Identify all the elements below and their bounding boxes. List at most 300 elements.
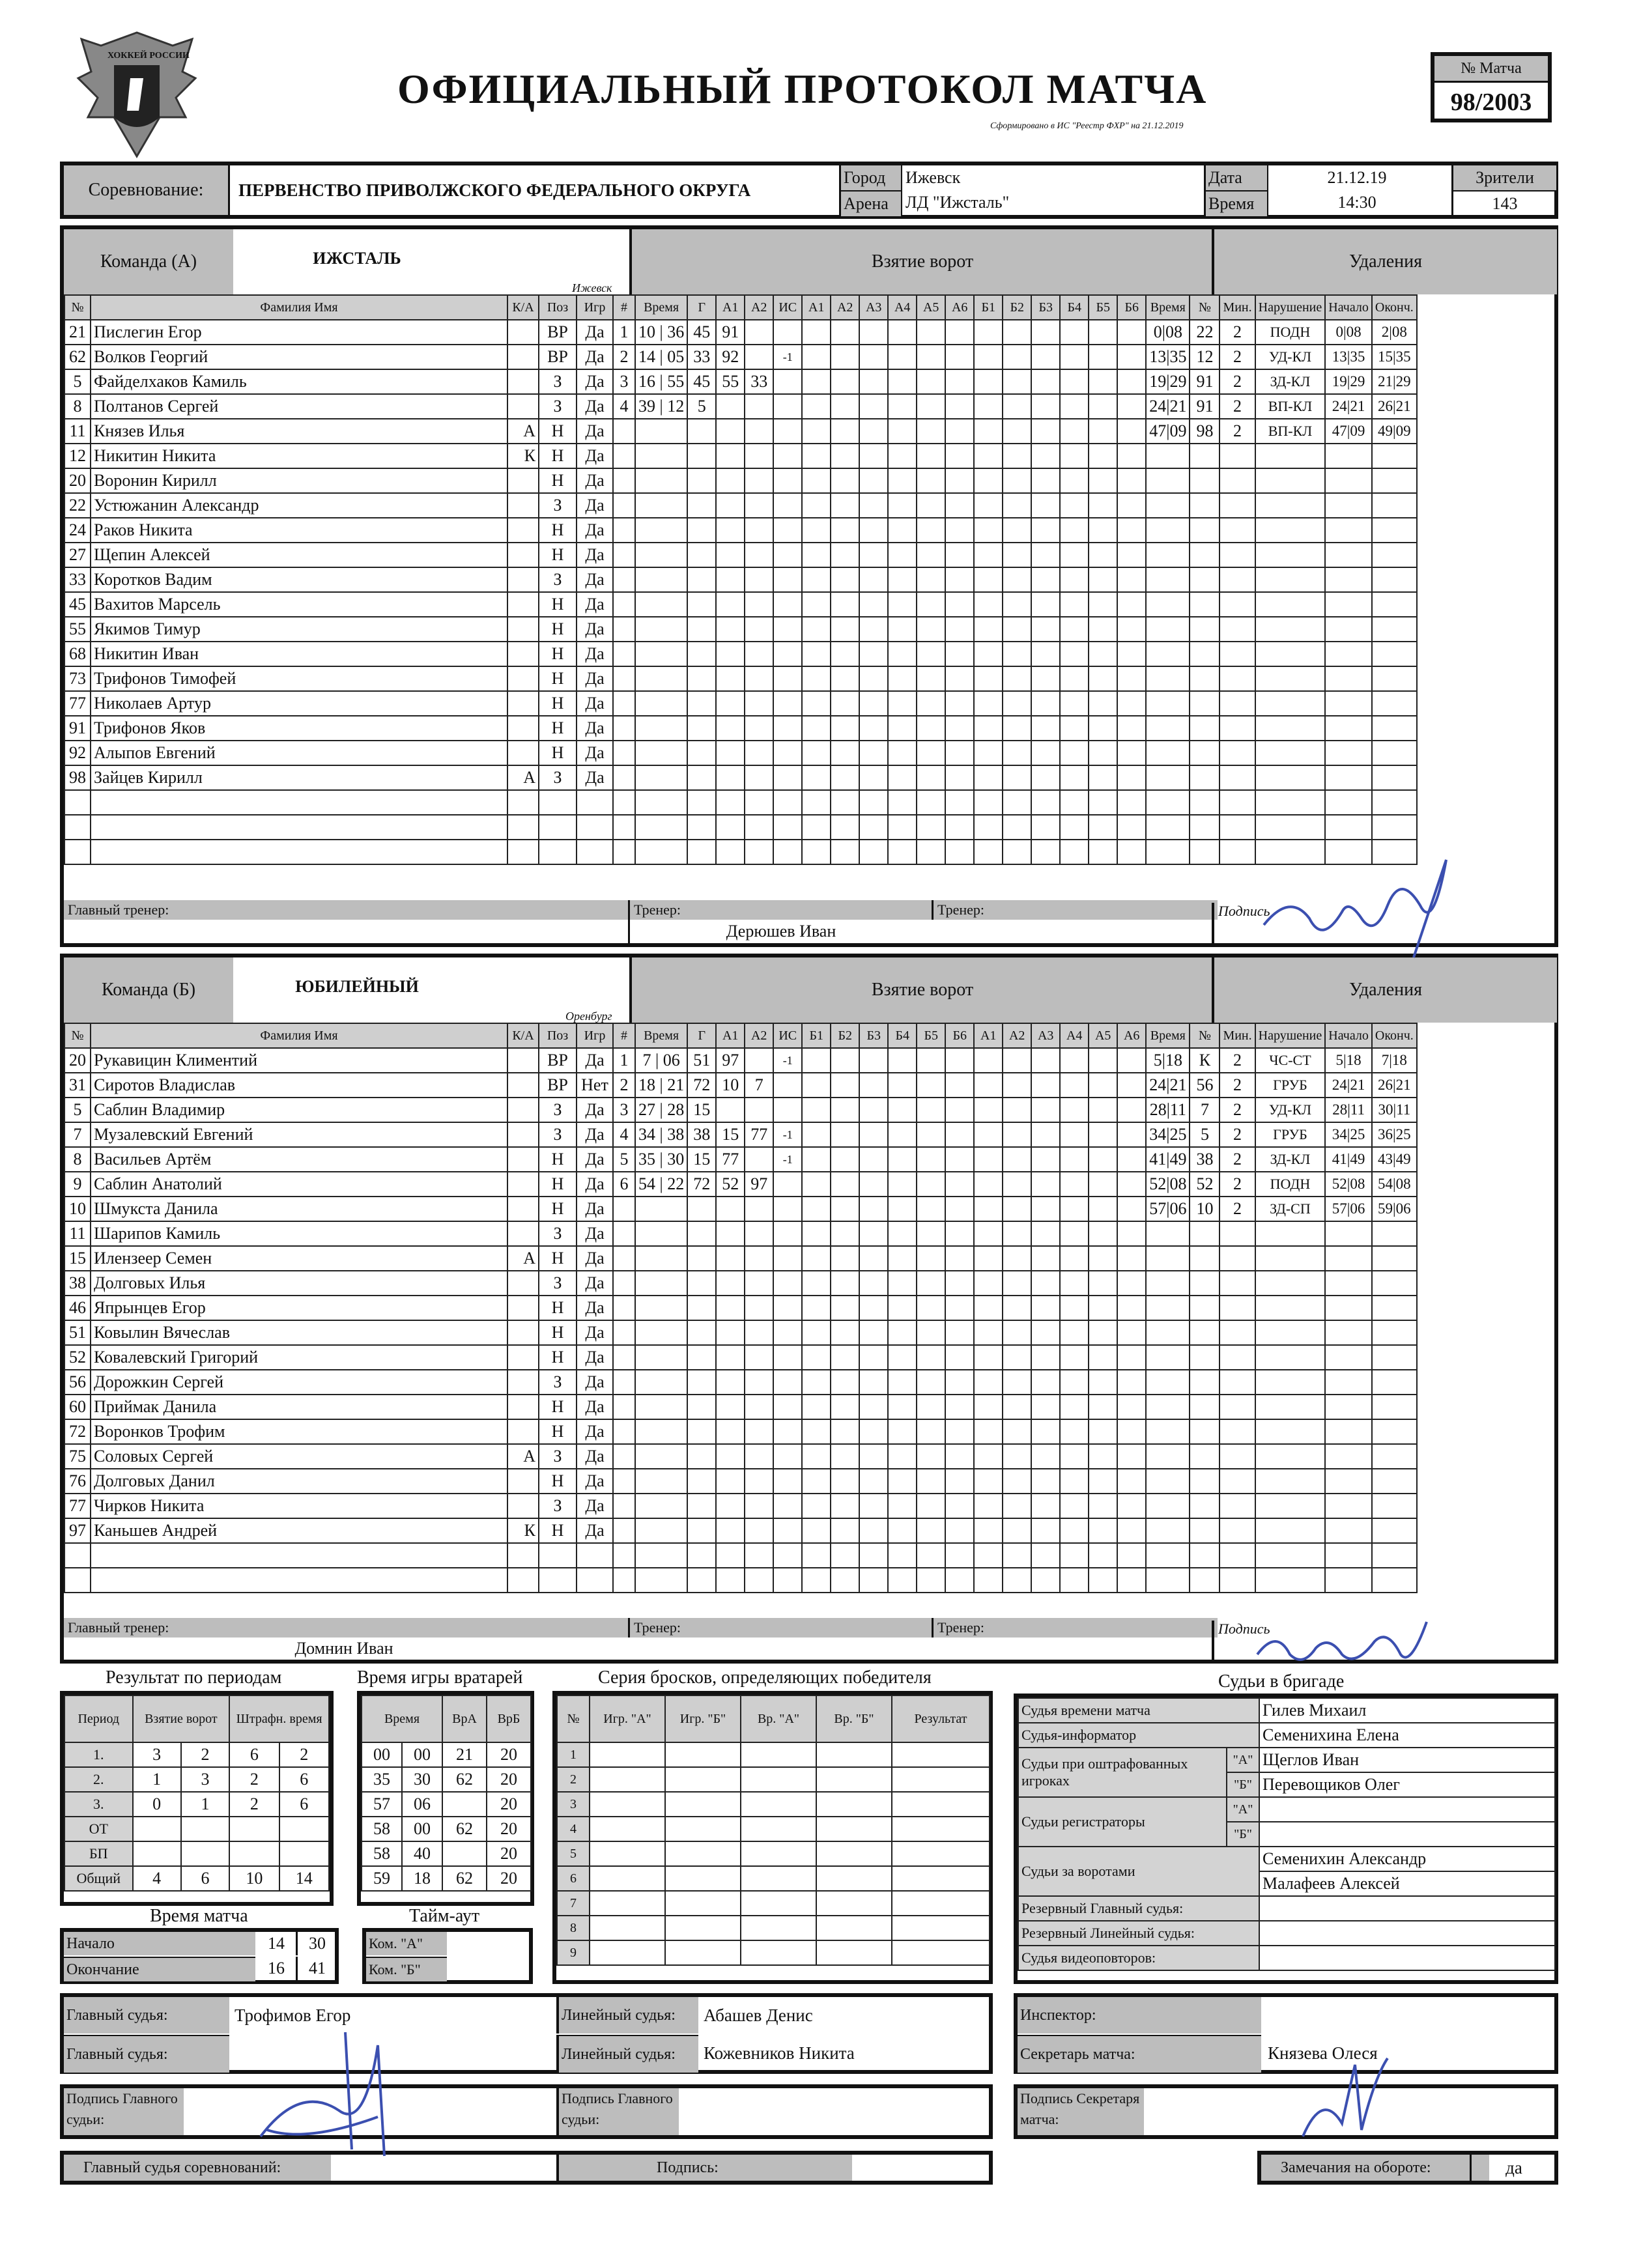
goal-time: 7 | 06	[635, 1048, 687, 1073]
on-ice-cell	[802, 741, 831, 765]
on-ice-cell	[974, 1271, 1003, 1296]
goal-scorer: 15	[687, 1147, 716, 1172]
on-ice-cell	[945, 320, 974, 345]
on-ice-cell	[1117, 1320, 1146, 1345]
player-position: З	[539, 1370, 577, 1395]
on-ice-cell	[974, 369, 1003, 394]
table-row	[64, 493, 1417, 518]
on-ice-cell	[1089, 419, 1117, 444]
penalty-player	[1190, 1221, 1220, 1246]
line-referee-1: Абашев Денис	[704, 2006, 813, 2025]
table-row	[64, 1246, 1417, 1271]
table-row	[64, 1147, 1417, 1172]
on-ice-cell	[1031, 1221, 1060, 1246]
penalty-minutes	[1220, 1543, 1255, 1568]
player-number	[64, 1568, 91, 1593]
table-row	[64, 1320, 1417, 1345]
on-ice-cell	[1060, 369, 1089, 394]
penalty-start	[1325, 1320, 1372, 1345]
on-ice-cell	[1089, 666, 1117, 691]
goal-assist-2	[745, 345, 773, 369]
goal-assist-2	[745, 716, 773, 741]
goal-number: 6	[613, 1172, 635, 1197]
penalty-player	[1190, 1246, 1220, 1271]
goal-assist-1	[716, 567, 745, 592]
goal-time	[635, 468, 687, 493]
on-ice-cell	[888, 1494, 917, 1518]
goal-situation	[773, 666, 802, 691]
player-position: Н	[539, 543, 577, 567]
on-ice-cell	[917, 1098, 945, 1122]
player-number: 8	[64, 1147, 91, 1172]
column-header: А1	[802, 295, 831, 320]
goal-assist-1	[716, 1271, 745, 1296]
goal-time	[635, 419, 687, 444]
on-ice-cell	[945, 1518, 974, 1543]
penalty-start-second: 35	[1350, 348, 1365, 365]
penalty-start	[1325, 815, 1372, 840]
penalty-end-second: 35	[1395, 348, 1411, 365]
penalty-minutes	[1220, 666, 1255, 691]
player-played	[577, 840, 613, 864]
goal-number	[613, 1271, 635, 1296]
penalty-minutes	[1220, 468, 1255, 493]
penalty-end: 15|35	[1372, 345, 1417, 369]
shootout-cell	[741, 1841, 816, 1866]
table-row	[64, 518, 1417, 543]
goal-situation	[773, 1345, 802, 1370]
player-role	[507, 1345, 539, 1370]
on-ice-cell	[888, 1370, 917, 1395]
match-number-label: № Матча	[1434, 56, 1548, 81]
penalty-start	[1325, 1271, 1372, 1296]
on-ice-cell	[1060, 394, 1089, 419]
on-ice-cell	[831, 790, 859, 815]
on-ice-cell	[1003, 1098, 1031, 1122]
goalie-second: 00	[402, 1817, 442, 1841]
on-ice-cell	[1031, 1320, 1060, 1345]
player-name: Файделхаков Камиль	[91, 369, 507, 394]
player-role	[507, 592, 539, 617]
goal-second: 30	[667, 1150, 685, 1169]
goal-situation: -1	[773, 1122, 802, 1147]
table-row	[1018, 1847, 1555, 1871]
goal-number	[613, 1518, 635, 1543]
on-ice-cell	[859, 741, 888, 765]
on-ice-cell	[1117, 369, 1146, 394]
player-role	[507, 1172, 539, 1197]
on-ice-cell	[859, 345, 888, 369]
on-ice-cell	[802, 518, 831, 543]
column-header: А4	[888, 295, 917, 320]
spectators-value: 143	[1451, 190, 1556, 216]
goal-assist-1	[716, 642, 745, 666]
player-number	[64, 790, 91, 815]
goal-judges-label: Судьи за воротами	[1018, 1847, 1259, 1896]
on-ice-cell	[831, 1444, 859, 1469]
player-played: Да	[577, 666, 613, 691]
on-ice-cell	[1117, 1122, 1146, 1147]
column-header: А5	[917, 295, 945, 320]
table-row	[1018, 1748, 1555, 1772]
player-name: Трифонов Яков	[91, 716, 507, 741]
on-ice-cell	[831, 716, 859, 741]
goalie-a: 21	[442, 1742, 487, 1767]
penalty-player	[1190, 1518, 1220, 1543]
on-ice-cell	[1089, 444, 1117, 468]
penalty-start-second: 18	[1346, 1052, 1362, 1068]
reserve-main-label: Резервный Главный судья:	[1018, 1896, 1259, 1921]
penalty-player	[1190, 1494, 1220, 1518]
on-ice-cell	[974, 1568, 1003, 1593]
penalty-time	[1146, 642, 1190, 666]
on-ice-cell	[1060, 790, 1089, 815]
on-ice-cell	[1031, 1419, 1060, 1444]
on-ice-cell	[802, 543, 831, 567]
goal-assist-1	[716, 394, 745, 419]
on-ice-cell	[1117, 1494, 1146, 1518]
periods-box	[60, 1691, 334, 1906]
on-ice-cell	[859, 320, 888, 345]
player-name	[91, 1568, 507, 1593]
player-name	[91, 1543, 507, 1568]
player-name: Сиротов Владислав	[91, 1073, 507, 1098]
signature-main-referee-icon	[248, 2006, 417, 2162]
penalty-end	[1372, 741, 1417, 765]
penalty-end: 36|25	[1372, 1122, 1417, 1147]
column-header: №	[64, 295, 91, 320]
penalty-start	[1325, 1296, 1372, 1320]
on-ice-cell	[917, 1345, 945, 1370]
on-ice-cell	[802, 1147, 831, 1172]
penalty-foul: ГРУБ	[1255, 1073, 1326, 1098]
goal-scorer	[687, 815, 716, 840]
goal-assist-1: 15	[716, 1122, 745, 1147]
player-position: Н	[539, 419, 577, 444]
player-played: Да	[577, 369, 613, 394]
goal-assist-1: 52	[716, 1172, 745, 1197]
player-role	[507, 1147, 539, 1172]
shootout-cell	[741, 1767, 816, 1792]
on-ice-cell	[917, 617, 945, 642]
on-ice-cell	[945, 1395, 974, 1419]
penalty-second: 09	[1169, 421, 1187, 440]
on-ice-cell	[945, 1469, 974, 1494]
period-label: 3.	[64, 1792, 133, 1817]
goal-number	[613, 642, 635, 666]
goalies-title: Время игры вратарей	[357, 1667, 523, 1688]
penalty-minutes	[1220, 1444, 1255, 1469]
on-ice-cell	[888, 1518, 917, 1543]
player-played: Да	[577, 1395, 613, 1419]
goal-situation	[773, 691, 802, 716]
player-position: Н	[539, 1419, 577, 1444]
table-row	[64, 567, 1417, 592]
penalty-start-second: 09	[1350, 423, 1365, 439]
goal-scorer	[687, 543, 716, 567]
on-ice-cell	[1031, 1543, 1060, 1568]
goal-situation	[773, 1568, 802, 1593]
player-played: Да	[577, 1246, 613, 1271]
shootout-cell	[665, 1767, 741, 1792]
penalty-minutes	[1220, 790, 1255, 815]
goal-time	[635, 1246, 687, 1271]
penalty-start	[1325, 765, 1372, 790]
goal-situation	[773, 1518, 802, 1543]
team-b-penalties-header: Удаления	[1212, 957, 1557, 1023]
goal-time	[635, 741, 687, 765]
player-played: Да	[577, 617, 613, 642]
player-name	[91, 815, 507, 840]
goals-a	[133, 1817, 181, 1841]
goal-assist-1	[716, 790, 745, 815]
penalty-minute: 24	[1149, 1075, 1167, 1094]
player-role	[507, 1543, 539, 1568]
shootout-cell	[816, 1841, 892, 1866]
on-ice-cell	[917, 320, 945, 345]
on-ice-cell	[831, 1147, 859, 1172]
on-ice-cell	[1031, 419, 1060, 444]
on-ice-cell	[1117, 691, 1146, 716]
player-name: Ковылин Вячеслав	[91, 1320, 507, 1345]
on-ice-cell	[859, 1469, 888, 1494]
pim-header: Штрафн. время	[229, 1695, 329, 1742]
on-ice-cell	[802, 1494, 831, 1518]
on-ice-cell	[802, 1122, 831, 1147]
player-position: З	[539, 394, 577, 419]
on-ice-cell	[1060, 1444, 1089, 1469]
column-header: А4	[1060, 1023, 1089, 1048]
penalty-minutes: 2	[1220, 1172, 1255, 1197]
penalty-start-second: 06	[1350, 1200, 1365, 1217]
penalty-time	[1146, 691, 1190, 716]
on-ice-cell	[1117, 1147, 1146, 1172]
penalty-end	[1372, 1419, 1417, 1444]
goals-b: 1	[181, 1792, 229, 1817]
goal-situation	[773, 518, 802, 543]
on-ice-cell	[888, 1568, 917, 1593]
on-ice-cell	[802, 567, 831, 592]
player-role	[507, 1296, 539, 1320]
penalty-start	[1325, 493, 1372, 518]
goal-assist-1	[716, 691, 745, 716]
penalty-player: К	[1190, 1048, 1220, 1073]
penalty-minutes	[1220, 741, 1255, 765]
player-number: 45	[64, 592, 91, 617]
on-ice-cell	[888, 1246, 917, 1271]
penalty-minute: 57	[1149, 1199, 1167, 1218]
penalty-time	[1146, 765, 1190, 790]
penalty-start-second: 11	[1350, 1101, 1365, 1118]
on-ice-cell	[831, 518, 859, 543]
on-ice-cell	[888, 1221, 917, 1246]
inspector-label: Инспектор:	[1018, 1997, 1261, 2034]
player-number: 51	[64, 1320, 91, 1345]
on-ice-cell	[859, 1320, 888, 1345]
player-played: Да	[577, 1370, 613, 1395]
team-a-coach2-label: Тренер:	[932, 900, 1218, 920]
shootout-cell	[892, 1866, 990, 1891]
penalty-official-a: Щеглов Иван	[1259, 1748, 1555, 1772]
on-ice-cell	[1060, 468, 1089, 493]
column-header: Поз	[539, 295, 577, 320]
goal-number	[613, 815, 635, 840]
penalty-foul	[1255, 691, 1326, 716]
goalie-minute: 35	[362, 1767, 402, 1792]
goal-scorer	[687, 419, 716, 444]
goal-minute: 54	[638, 1174, 655, 1193]
on-ice-cell	[945, 1197, 974, 1221]
table-row	[64, 765, 1417, 790]
penalty-player: 5	[1190, 1122, 1220, 1147]
column-header: #	[613, 295, 635, 320]
shootout-cell	[665, 1891, 741, 1916]
penalty-minutes	[1220, 765, 1255, 790]
player-name: Соловых Сергей	[91, 1444, 507, 1469]
penalty-player: 52	[1190, 1172, 1220, 1197]
column-header: А5	[1089, 1023, 1117, 1048]
goal-time	[635, 543, 687, 567]
on-ice-cell	[1031, 765, 1060, 790]
on-ice-cell	[917, 815, 945, 840]
pim-b: 6	[279, 1767, 329, 1792]
on-ice-cell	[974, 1147, 1003, 1172]
on-ice-cell	[1117, 716, 1146, 741]
goal-minute: 16	[638, 372, 655, 391]
on-ice-cell	[888, 394, 917, 419]
on-ice-cell	[1031, 1271, 1060, 1296]
penalty-end-second: 18	[1391, 1052, 1407, 1068]
goal-second: 06	[663, 1051, 680, 1070]
penalty-player: 98	[1190, 419, 1220, 444]
penalty-officials-label: Судьи при оштрафованных игроках	[1018, 1748, 1227, 1797]
table-row	[64, 1767, 329, 1792]
on-ice-cell	[831, 493, 859, 518]
player-position	[539, 1568, 577, 1593]
penalty-minute: 41	[1149, 1150, 1167, 1169]
penalty-official-b: Перевощиков Олег	[1259, 1772, 1555, 1797]
on-ice-cell	[1060, 320, 1089, 345]
on-ice-cell	[831, 567, 859, 592]
on-ice-cell	[974, 320, 1003, 345]
on-ice-cell	[888, 468, 917, 493]
on-ice-cell	[1003, 1494, 1031, 1518]
date-label: Дата	[1204, 165, 1268, 190]
shootout-cell	[665, 1916, 741, 1940]
penalty-end-minute: 43	[1378, 1151, 1393, 1167]
goal-number	[613, 543, 635, 567]
shootout-cell	[892, 1742, 990, 1767]
goalie-minute: 58	[362, 1817, 402, 1841]
goal-situation	[773, 815, 802, 840]
penalty-time	[1146, 1444, 1190, 1469]
player-number: 7	[64, 1122, 91, 1147]
penalty-end: 59|06	[1372, 1197, 1417, 1221]
on-ice-cell	[859, 1197, 888, 1221]
on-ice-cell	[1003, 320, 1031, 345]
table-row	[64, 1048, 1417, 1073]
penalty-player	[1190, 1271, 1220, 1296]
table-row	[64, 1444, 1417, 1469]
on-ice-cell	[859, 592, 888, 617]
on-ice-cell	[917, 444, 945, 468]
on-ice-cell	[888, 1197, 917, 1221]
penalty-second: 08	[1169, 1174, 1187, 1193]
column-header: №	[64, 1023, 91, 1048]
penalty-start-minute: 41	[1332, 1151, 1347, 1167]
on-ice-cell	[1003, 1048, 1031, 1073]
shootout-cell	[816, 1940, 892, 1965]
goal-time	[635, 790, 687, 815]
on-ice-cell	[1060, 1469, 1089, 1494]
on-ice-cell	[1117, 1172, 1146, 1197]
on-ice-cell	[888, 1296, 917, 1320]
period-label: ОТ	[64, 1817, 133, 1841]
sig-main-label-1: Подпись Главного судьи:	[64, 2088, 184, 2135]
goal-scorer: 38	[687, 1122, 716, 1147]
penalty-end	[1372, 493, 1417, 518]
on-ice-cell	[859, 1345, 888, 1370]
player-name: Коротков Вадим	[91, 567, 507, 592]
on-ice-cell	[974, 1494, 1003, 1518]
penalty-minute: 24	[1149, 397, 1167, 416]
team-b-goals-header: Взятие ворот	[629, 957, 1213, 1023]
penalty-minutes	[1220, 1395, 1255, 1419]
table-row	[64, 1518, 1417, 1543]
penalty-start	[1325, 617, 1372, 642]
periods-title: Результат по периодам	[106, 1667, 282, 1688]
period-header: Период	[64, 1695, 133, 1742]
player-number: 20	[64, 1048, 91, 1073]
goal-assist-2	[745, 518, 773, 543]
player-name: Якимов Тимур	[91, 617, 507, 642]
goal-situation	[773, 1197, 802, 1221]
main-referee-1: Трофимов Егор	[235, 2006, 351, 2025]
on-ice-cell	[1117, 1395, 1146, 1419]
penalty-player: 91	[1190, 394, 1220, 419]
goal-time: 27 | 28	[635, 1098, 687, 1122]
on-ice-cell	[802, 1370, 831, 1395]
player-number: 9	[64, 1172, 91, 1197]
penalty-time: 57|06	[1146, 1197, 1190, 1221]
goal-time: 14 | 05	[635, 345, 687, 369]
on-ice-cell	[1117, 741, 1146, 765]
table-row	[64, 1469, 1417, 1494]
goal-time	[635, 1494, 687, 1518]
player-number: 21	[64, 320, 91, 345]
goal-assist-2	[745, 617, 773, 642]
player-played: Да	[577, 1345, 613, 1370]
on-ice-cell	[1003, 1246, 1031, 1271]
on-ice-cell	[1060, 642, 1089, 666]
penalty-foul	[1255, 1395, 1326, 1419]
player-role	[507, 642, 539, 666]
player-position: З	[539, 1122, 577, 1147]
on-ice-cell	[1060, 444, 1089, 468]
on-ice-cell	[859, 1098, 888, 1122]
on-ice-cell	[1117, 815, 1146, 840]
table-row	[557, 1767, 990, 1792]
timeout-title: Тайм-аут	[409, 1906, 480, 1926]
table-row	[1018, 1723, 1555, 1748]
penalty-minutes	[1220, 1345, 1255, 1370]
goal-time	[635, 592, 687, 617]
player-played: Да	[577, 518, 613, 543]
goal-situation	[773, 419, 802, 444]
player-number	[64, 815, 91, 840]
player-played: Да	[577, 1469, 613, 1494]
on-ice-cell	[974, 1073, 1003, 1098]
